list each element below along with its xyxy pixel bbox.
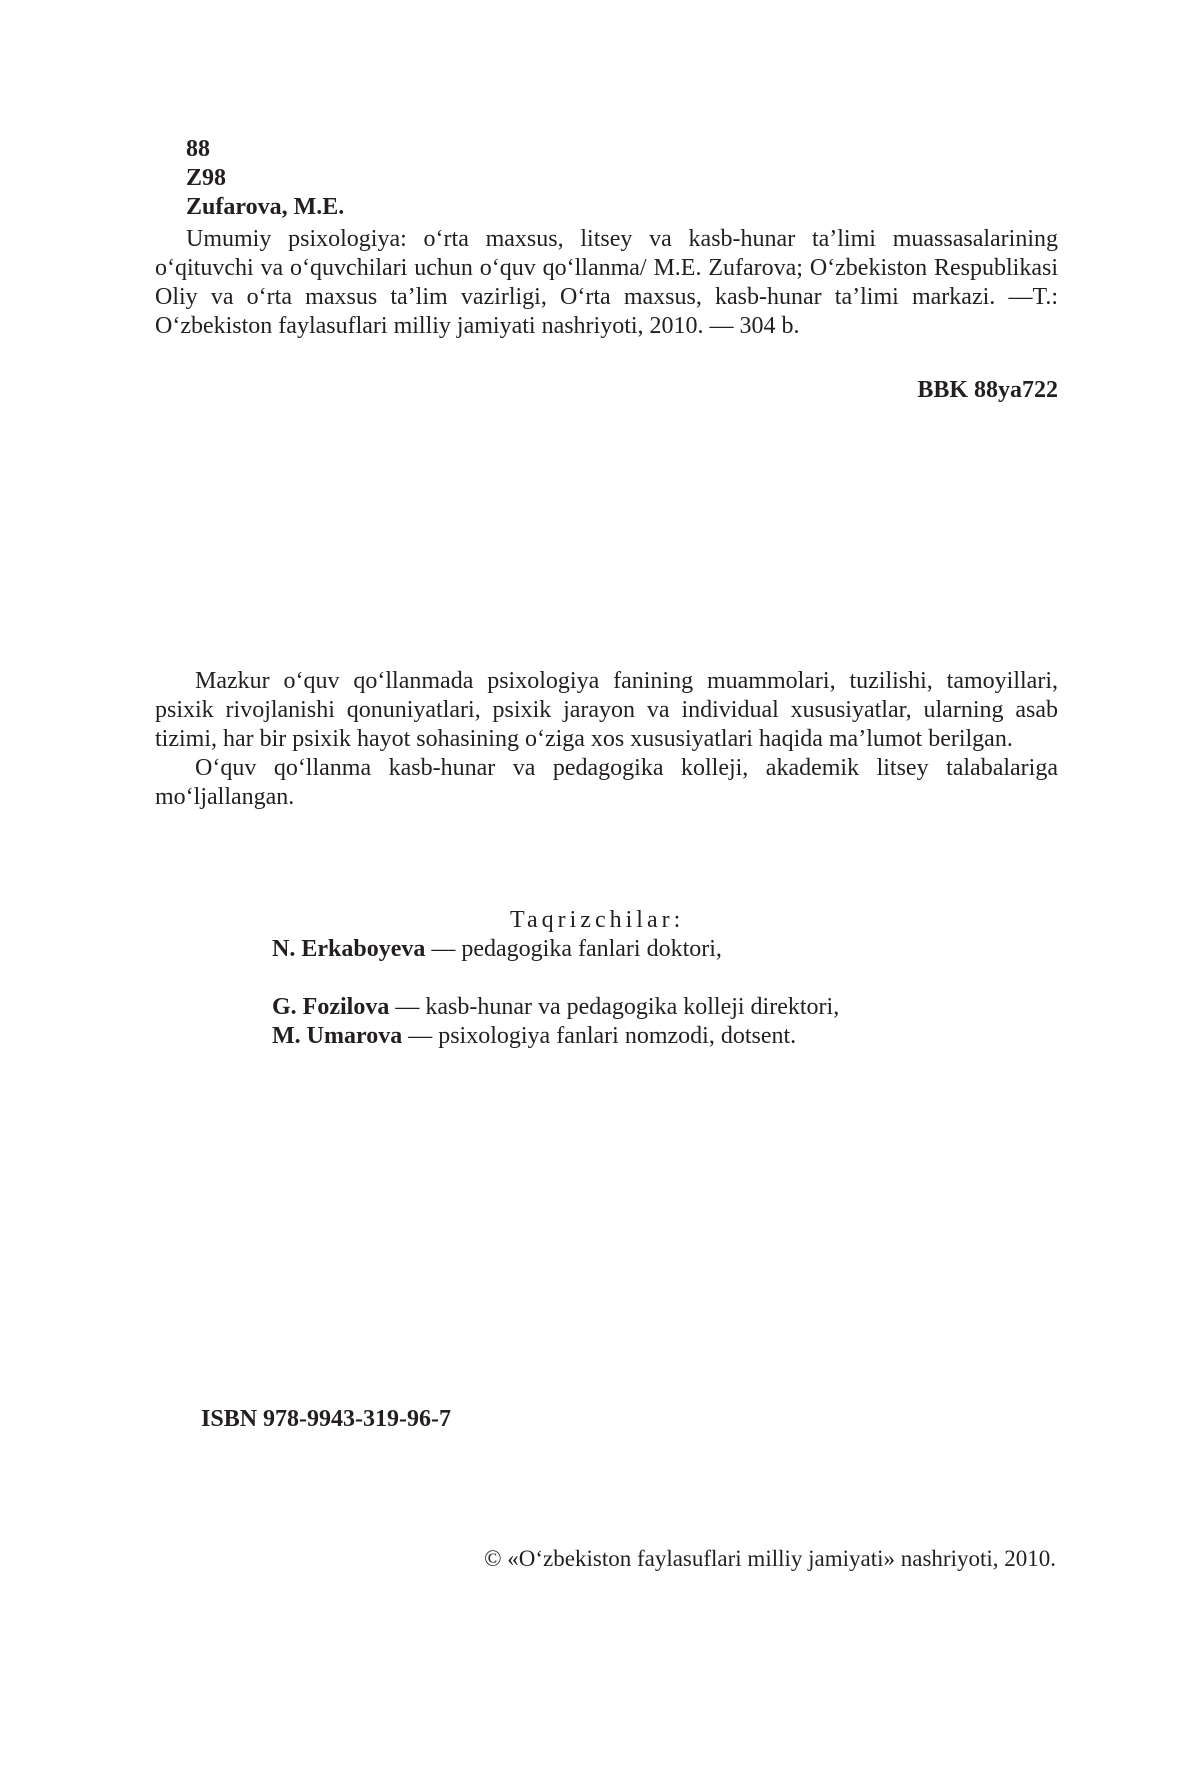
reviewer-name: N. Erkaboyeva bbox=[272, 936, 426, 962]
annotation bbox=[155, 667, 1058, 812]
bibliographic-header bbox=[186, 135, 686, 222]
bbk-index: BBK 88ya722 bbox=[917, 377, 1058, 403]
isbn-number: ISBN 978-9943-319-96-7 bbox=[201, 1406, 451, 1432]
author-code: Z98 bbox=[186, 165, 227, 191]
reviewer-name: M. Umarova bbox=[272, 1023, 403, 1049]
spacer bbox=[272, 964, 1032, 993]
reviewer-role: pedagogika fanlari doktori, bbox=[461, 936, 722, 962]
reviewer-name: G. Fozilova bbox=[272, 994, 390, 1020]
reviewer-dash: — bbox=[389, 994, 426, 1020]
reviewer-role: kasb-hunar va pedagogika kolleji direktori, bbox=[425, 994, 840, 1020]
reviewer-row bbox=[272, 1022, 1032, 1051]
udk-index: 88 bbox=[186, 136, 210, 162]
annotation-paragraph-1: Mazkur o‘quv qo‘llanmada psixologiya fanining muammolari, tuzilishi, tamoyillari, psixik rivojlanishi qonuniyatlari, psixik jarayon va individual xususiyatlar, ularning asab tizimi, har bir psixik hayot sohasining o‘ziga xos xususiyatlari haqida ma’lumot berilgan. bbox=[155, 668, 1058, 752]
reviewer-dash: — bbox=[425, 936, 462, 962]
reviewer-role: psixologiya fanlari nomzodi, dotsent. bbox=[438, 1023, 797, 1049]
reviewer-row bbox=[272, 993, 1032, 1022]
reviewers-block bbox=[272, 906, 1032, 1051]
reviewer-row bbox=[272, 935, 1032, 964]
reviewers-title: Taqrizchilar: bbox=[510, 907, 685, 933]
reviewer-dash: — bbox=[402, 1023, 439, 1049]
copyright-notice: © «O‘zbekiston faylasuflari milliy jamiyati» nashriyoti, 2010. bbox=[484, 1546, 1056, 1571]
bibliographic-description bbox=[155, 225, 1058, 341]
description-text: Umumiy psixologiya: o‘rta maxsus, litsey va kasb-hunar ta’limi muassasalarining o‘qituvchi va o‘quvchilari uchun o‘quv qo‘llanma/ M.E. Zufarova; O‘zbekiston Respublikasi Oliy va o‘rta maxsus ta’lim vazirligi, O‘rta maxsus, kasb-hunar ta’limi markazi. —T.: O‘zbekiston faylasuflari milliy jamiyati nashriyoti, 2010. — 304 b. bbox=[155, 226, 1058, 339]
annotation-paragraph-2: O‘quv qo‘llanma kasb-hunar va pedagogika kolleji, akademik litsey talabalariga mo‘ljallangan. bbox=[155, 755, 1058, 810]
author-name: Zufarova, M.E. bbox=[186, 194, 345, 220]
